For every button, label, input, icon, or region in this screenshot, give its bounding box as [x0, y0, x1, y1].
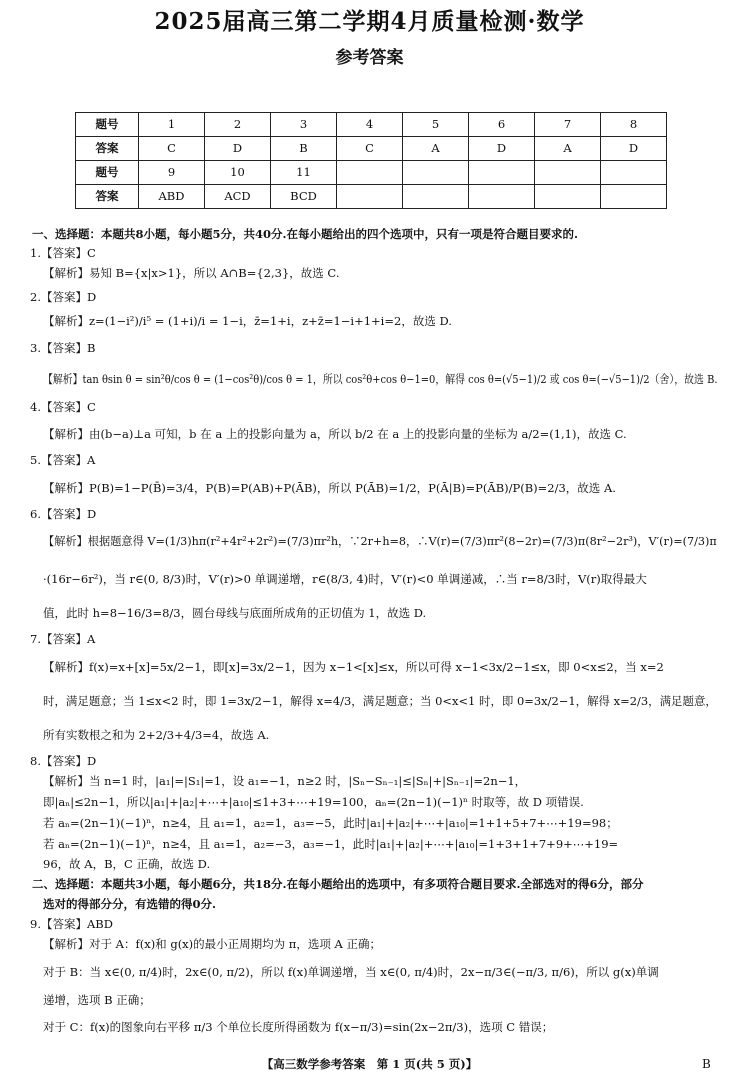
- text-line: 【解析】根据题意得 V=(1/3)hπ(r²+4r²+2r²)=(7/3)πr²h，∵2r+h=8，∴V(r)=(7/3)πr²(8−2r)=(7/3)π(8r²−2r³)，V′(r)=(7/3)π: [43, 534, 717, 548]
- table-cell: 2: [205, 113, 271, 137]
- version-letter: B: [702, 1057, 711, 1071]
- table-cell: [403, 161, 469, 185]
- text-line: 值，此时 h=8−16/3=8/3，圆台母线与底面所成角的正切值为 1，故选 D.: [43, 606, 427, 620]
- table-cell: 8: [601, 113, 667, 137]
- table-cell: B: [271, 137, 337, 161]
- text-line: 96，故 A，B，C 正确，故选 D.: [43, 857, 211, 871]
- table-row: [76, 185, 667, 209]
- row-label-answer: 答案: [76, 185, 139, 209]
- text-line: 【解析】tan θsin θ = sin²θ/cos θ = (1−cos²θ)/cos θ = 1，所以 cos²θ+cos θ−1=0，解得 cos θ=(√5−1)/2 或 cos θ=(−√5−1)/2（舍），故选 B.: [43, 372, 718, 386]
- text-line: 3.【答案】B: [30, 341, 96, 355]
- table-cell: 5: [403, 113, 469, 137]
- table-cell: 6: [469, 113, 535, 137]
- table-row: [76, 113, 667, 137]
- table-cell: D: [205, 137, 271, 161]
- row-label-question: 题号: [76, 161, 139, 185]
- table-row: [76, 137, 667, 161]
- table-cell: [535, 185, 601, 209]
- table-cell: 10: [205, 161, 271, 185]
- page-title: 2025届高三第二学期4月质量检测·数学: [154, 8, 585, 35]
- text-line: 8.【答案】D: [30, 754, 97, 768]
- table-cell: C: [337, 137, 403, 161]
- table-cell: A: [535, 137, 601, 161]
- text-line: 【解析】由(b−a)⊥a 可知，b 在 a 上的投影向量为 a，所以 b/2 在 a 上的投影向量的坐标为 a/2=(1,1)，故选 C.: [43, 427, 627, 441]
- row-label-answer: 答案: [76, 137, 139, 161]
- text-line: 4.【答案】C: [30, 400, 96, 414]
- text-line: 即|aₙ|≤2n−1，所以|a₁|+|a₂|+⋯+|a₁₀|≤1+3+⋯+19=100，aₙ=(2n−1)(−1)ⁿ 时取等，故 D 项错误.: [43, 795, 584, 809]
- text-line: 若 aₙ=(2n−1)(−1)ⁿ，n≥4，且 a₁=1，a₂=1，a₃=−5，此时|a₁|+|a₂|+⋯+|a₁₀|=1+1+5+7+⋯+19=98；: [43, 816, 618, 830]
- text-line: 对于 B：当 x∈(0, π/4)时，2x∈(0, π/2)，所以 f(x)单调递增，当 x∈(0, π/4)时，2x−π/3∈(−π/3, π/6)，所以 g(x)单调: [43, 965, 659, 979]
- text-line: 一、选择题：本题共8小题，每小题5分，共40分.在每小题给出的四个选项中，只有一项是符合题目要求的.: [32, 227, 579, 241]
- table-cell: 4: [337, 113, 403, 137]
- table-cell: 9: [139, 161, 205, 185]
- table-cell: ABD: [139, 185, 205, 209]
- answer-table: [75, 112, 667, 209]
- text-line: 所有实数根之和为 2+2/3+4/3=4，故选 A.: [43, 728, 270, 742]
- table-cell: [403, 185, 469, 209]
- text-line: 【解析】当 n=1 时，|a₁|=|S₁|=1，设 a₁=−1，n≥2 时，|Sₙ−Sₙ₋₁|≤|Sₙ|+|Sₙ₋₁|=2n−1，: [43, 774, 527, 788]
- row-label-question: 题号: [76, 113, 139, 137]
- table-cell: [469, 185, 535, 209]
- text-line: 【解析】z=(1−i²)/i⁵ = (1+i)/i = 1−i，z̄=1+i，z+z̄=1−i+1+i=2，故选 D.: [43, 314, 452, 328]
- table-cell: 3: [271, 113, 337, 137]
- page-footer: 【高三数学参考答案 第 1 页(共 5 页)】: [261, 1057, 478, 1071]
- text-line: ·(16r−6r²)，当 r∈(0, 8/3)时，V′(r)>0 单调递增，r∈(8/3, 4)时，V′(r)<0 单调递减，∴当 r=8/3时，V(r)取得最大: [43, 572, 647, 586]
- table-cell: 1: [139, 113, 205, 137]
- text-line: 7.【答案】A: [30, 632, 96, 646]
- table-cell: [337, 185, 403, 209]
- text-line: 【解析】对于 A：f(x)和 g(x)的最小正周期均为 π，选项 A 正确；: [43, 937, 381, 951]
- text-line: 5.【答案】A: [30, 453, 96, 467]
- text-line: 若 aₙ=(2n−1)(−1)ⁿ，n≥4，且 a₁=1，a₂=−3，a₃=−1，此时|a₁|+|a₂|+⋯+|a₁₀|=1+3+1+7+9+⋯+19=: [43, 837, 619, 851]
- text-line: 递增，选项 B 正确；: [43, 993, 151, 1007]
- text-line: 6.【答案】D: [30, 507, 97, 521]
- text-line: 选对的得部分分，有选错的得0分.: [43, 897, 217, 911]
- text-line: 二、选择题：本题共3小题，每小题6分，共18分.在每小题给出的选项中，有多项符合题目要求.全部选对的得6分，部分: [32, 877, 644, 891]
- text-line: 【解析】易知 B={x|x>1}，所以 A∩B={2,3}，故选 C.: [43, 266, 340, 280]
- table-cell: [337, 161, 403, 185]
- table-cell: ACD: [205, 185, 271, 209]
- table-cell: 7: [535, 113, 601, 137]
- table-row: [76, 161, 667, 185]
- table-cell: [601, 161, 667, 185]
- text-line: 对于 C：f(x)的图象向右平移 π/3 个单位长度所得函数为 f(x−π/3)=sin(2x−2π/3)，选项 C 错误；: [43, 1020, 554, 1034]
- table-cell: A: [403, 137, 469, 161]
- table-cell: 11: [271, 161, 337, 185]
- table-cell: [601, 185, 667, 209]
- table-cell: C: [139, 137, 205, 161]
- text-line: 9.【答案】ABD: [30, 917, 113, 931]
- table-cell: D: [469, 137, 535, 161]
- table-cell: [535, 161, 601, 185]
- text-line: 1.【答案】C: [30, 246, 96, 260]
- table-cell: D: [601, 137, 667, 161]
- table-cell: BCD: [271, 185, 337, 209]
- table-cell: [469, 161, 535, 185]
- text-line: 【解析】P(B)=1−P(B̄)=3/4，P(B)=P(AB)+P(ĀB)，所以 P(ĀB)=1/2，P(Ā|B)=P(ĀB)/P(B)=2/3，故选 A.: [43, 481, 616, 495]
- page-subtitle: 参考答案: [335, 48, 404, 68]
- text-line: 【解析】f(x)=x+[x]=5x/2−1，即[x]=3x/2−1，因为 x−1<[x]≤x，所以可得 x−1<3x/2−1≤x，即 0<x≤2，当 x=2: [43, 660, 664, 674]
- text-line: 时，满足题意；当 1≤x<2 时，即 1=3x/2−1，解得 x=4/3，满足题意；当 0<x<1 时，即 0=3x/2−1，解得 x=2/3，满足题意，: [43, 694, 717, 708]
- text-line: 2.【答案】D: [30, 290, 97, 304]
